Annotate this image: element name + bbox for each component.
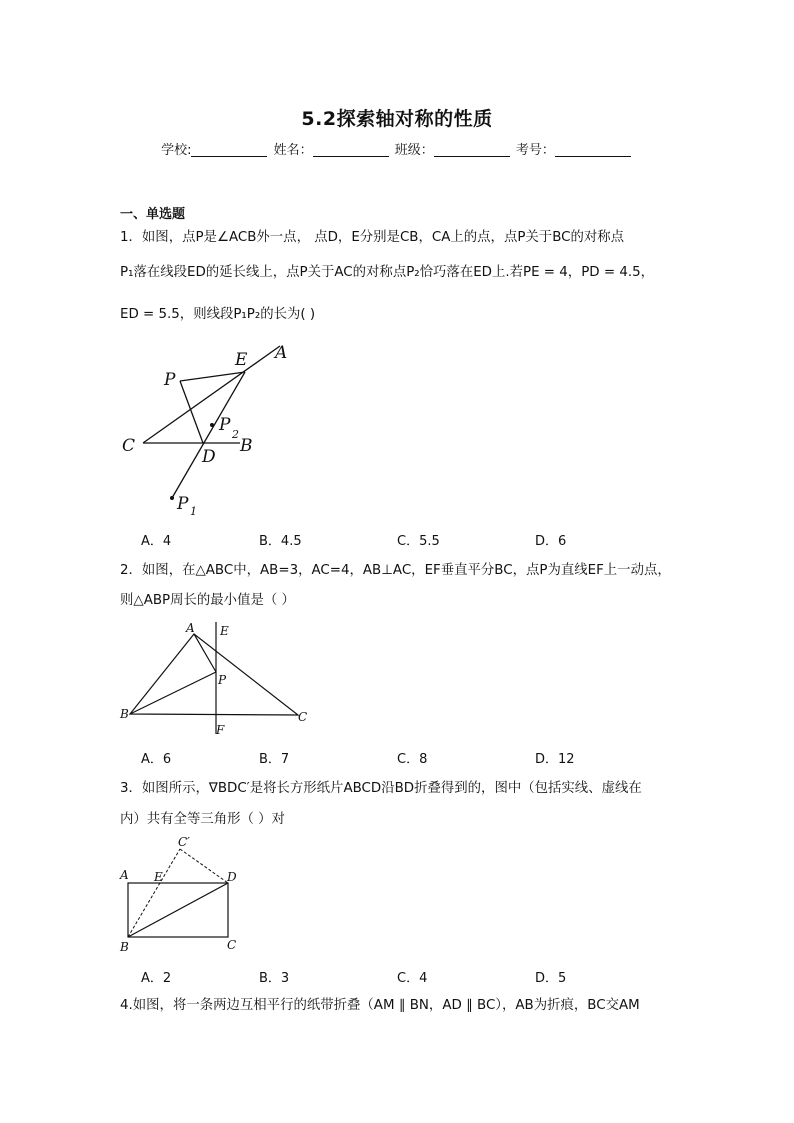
label-B: B: [120, 940, 129, 954]
label-C: C: [298, 710, 308, 724]
q1-option-d[interactable]: D．6: [535, 534, 567, 549]
label-E: E: [235, 350, 248, 370]
diagonal-BD: [128, 883, 228, 937]
point-P1: [170, 496, 174, 500]
q3-option-d[interactable]: D．5: [535, 971, 567, 986]
q2-line-1: 2．如图，在△ABC中，AB=3，AC=4，AB⊥AC，EF垂直平分BC，点P为直线EF上一动点，: [120, 563, 671, 578]
label-E: E: [220, 624, 229, 638]
q1-option-b[interactable]: B．4.5: [259, 534, 302, 549]
q3-option-a[interactable]: A．2: [141, 971, 172, 986]
name-label: 姓名：: [273, 143, 313, 158]
exam-no-label: 考号：: [515, 143, 555, 158]
label-A: A: [120, 868, 129, 882]
label-F: F: [216, 723, 225, 737]
q1-line-2: P₁落在线段ED的延长线上，点P关于AC的对称点P₂恰巧落在ED上.若PE = 4，PD = 4.5，: [120, 265, 655, 280]
q3-figure: [114, 834, 254, 958]
q2-line-2: 则△ABP周长的最小值是（ ）: [120, 593, 295, 608]
q3-line-1: 3．如图所示，∇BDC′是将长方形纸片ABCD沿BD折叠得到的，图中（包括实线、虚线在: [120, 781, 642, 796]
label-P1-sub: 1: [190, 505, 197, 518]
q3-line-2: 内）共有全等三角形（ ）对: [120, 812, 285, 827]
school-blank[interactable]: [191, 142, 267, 157]
school-label: 学校:: [161, 143, 192, 158]
q2-option-d[interactable]: D．12: [535, 752, 575, 767]
label-E: E: [154, 870, 163, 884]
ray-CA: [143, 346, 280, 443]
label-A: A: [275, 343, 288, 363]
student-info-row: [0, 139, 794, 158]
label-D: D: [227, 870, 237, 884]
q3-option-b[interactable]: B．3: [259, 971, 290, 986]
segment-BP: [130, 672, 216, 714]
label-P1: P: [177, 494, 189, 514]
q1-option-a[interactable]: A．4: [141, 534, 172, 549]
q1-option-c[interactable]: C．5.5: [397, 534, 440, 549]
q2-option-c[interactable]: C．8: [397, 752, 428, 767]
name-blank[interactable]: [313, 142, 389, 157]
label-D: D: [202, 447, 216, 467]
segment-AP: [194, 634, 216, 672]
label-B: B: [240, 436, 253, 456]
class-blank[interactable]: [434, 142, 510, 157]
label-P: P: [218, 673, 227, 687]
q4-line-1: 4.如图，将一条两边互相平行的纸带折叠（AM ∥ BN，AD ∥ BC），AB为折痕，BC交AM: [120, 998, 640, 1013]
section-heading: 一、单选题: [120, 207, 186, 222]
page-title: 5.2探索轴对称的性质: [301, 108, 493, 130]
triangle-ABC: [130, 634, 298, 715]
class-label: 班级：: [394, 143, 434, 158]
segment-PE: [180, 372, 245, 381]
label-C: C: [122, 436, 136, 456]
dashed-BC-prime: [128, 849, 180, 937]
label-P2-sub: 2: [232, 428, 239, 441]
q3-option-c[interactable]: C．4: [397, 971, 428, 986]
label-B: B: [120, 707, 129, 721]
q1-line-1: 1．如图，点P是∠ACB外一点， 点D，E分别是CB，CA上的点，点P关于BC的对称点: [120, 230, 625, 245]
point-P2: [210, 423, 214, 427]
segment-PD: [180, 381, 203, 443]
label-C-prime: C′: [178, 835, 190, 849]
q1-figure: [110, 338, 310, 518]
label-P: P: [164, 370, 176, 390]
q2-figure: [112, 618, 322, 743]
exam-no-blank[interactable]: [555, 142, 631, 157]
dashed-C-prime-D: [180, 849, 228, 883]
label-A: A: [186, 621, 195, 635]
q1-line-3: ED = 5.5，则线段P₁P₂的长为( ): [120, 307, 316, 322]
label-P2: P: [219, 415, 231, 435]
label-C: C: [227, 938, 237, 952]
q2-option-a[interactable]: A．6: [141, 752, 172, 767]
q2-option-b[interactable]: B．7: [259, 752, 290, 767]
